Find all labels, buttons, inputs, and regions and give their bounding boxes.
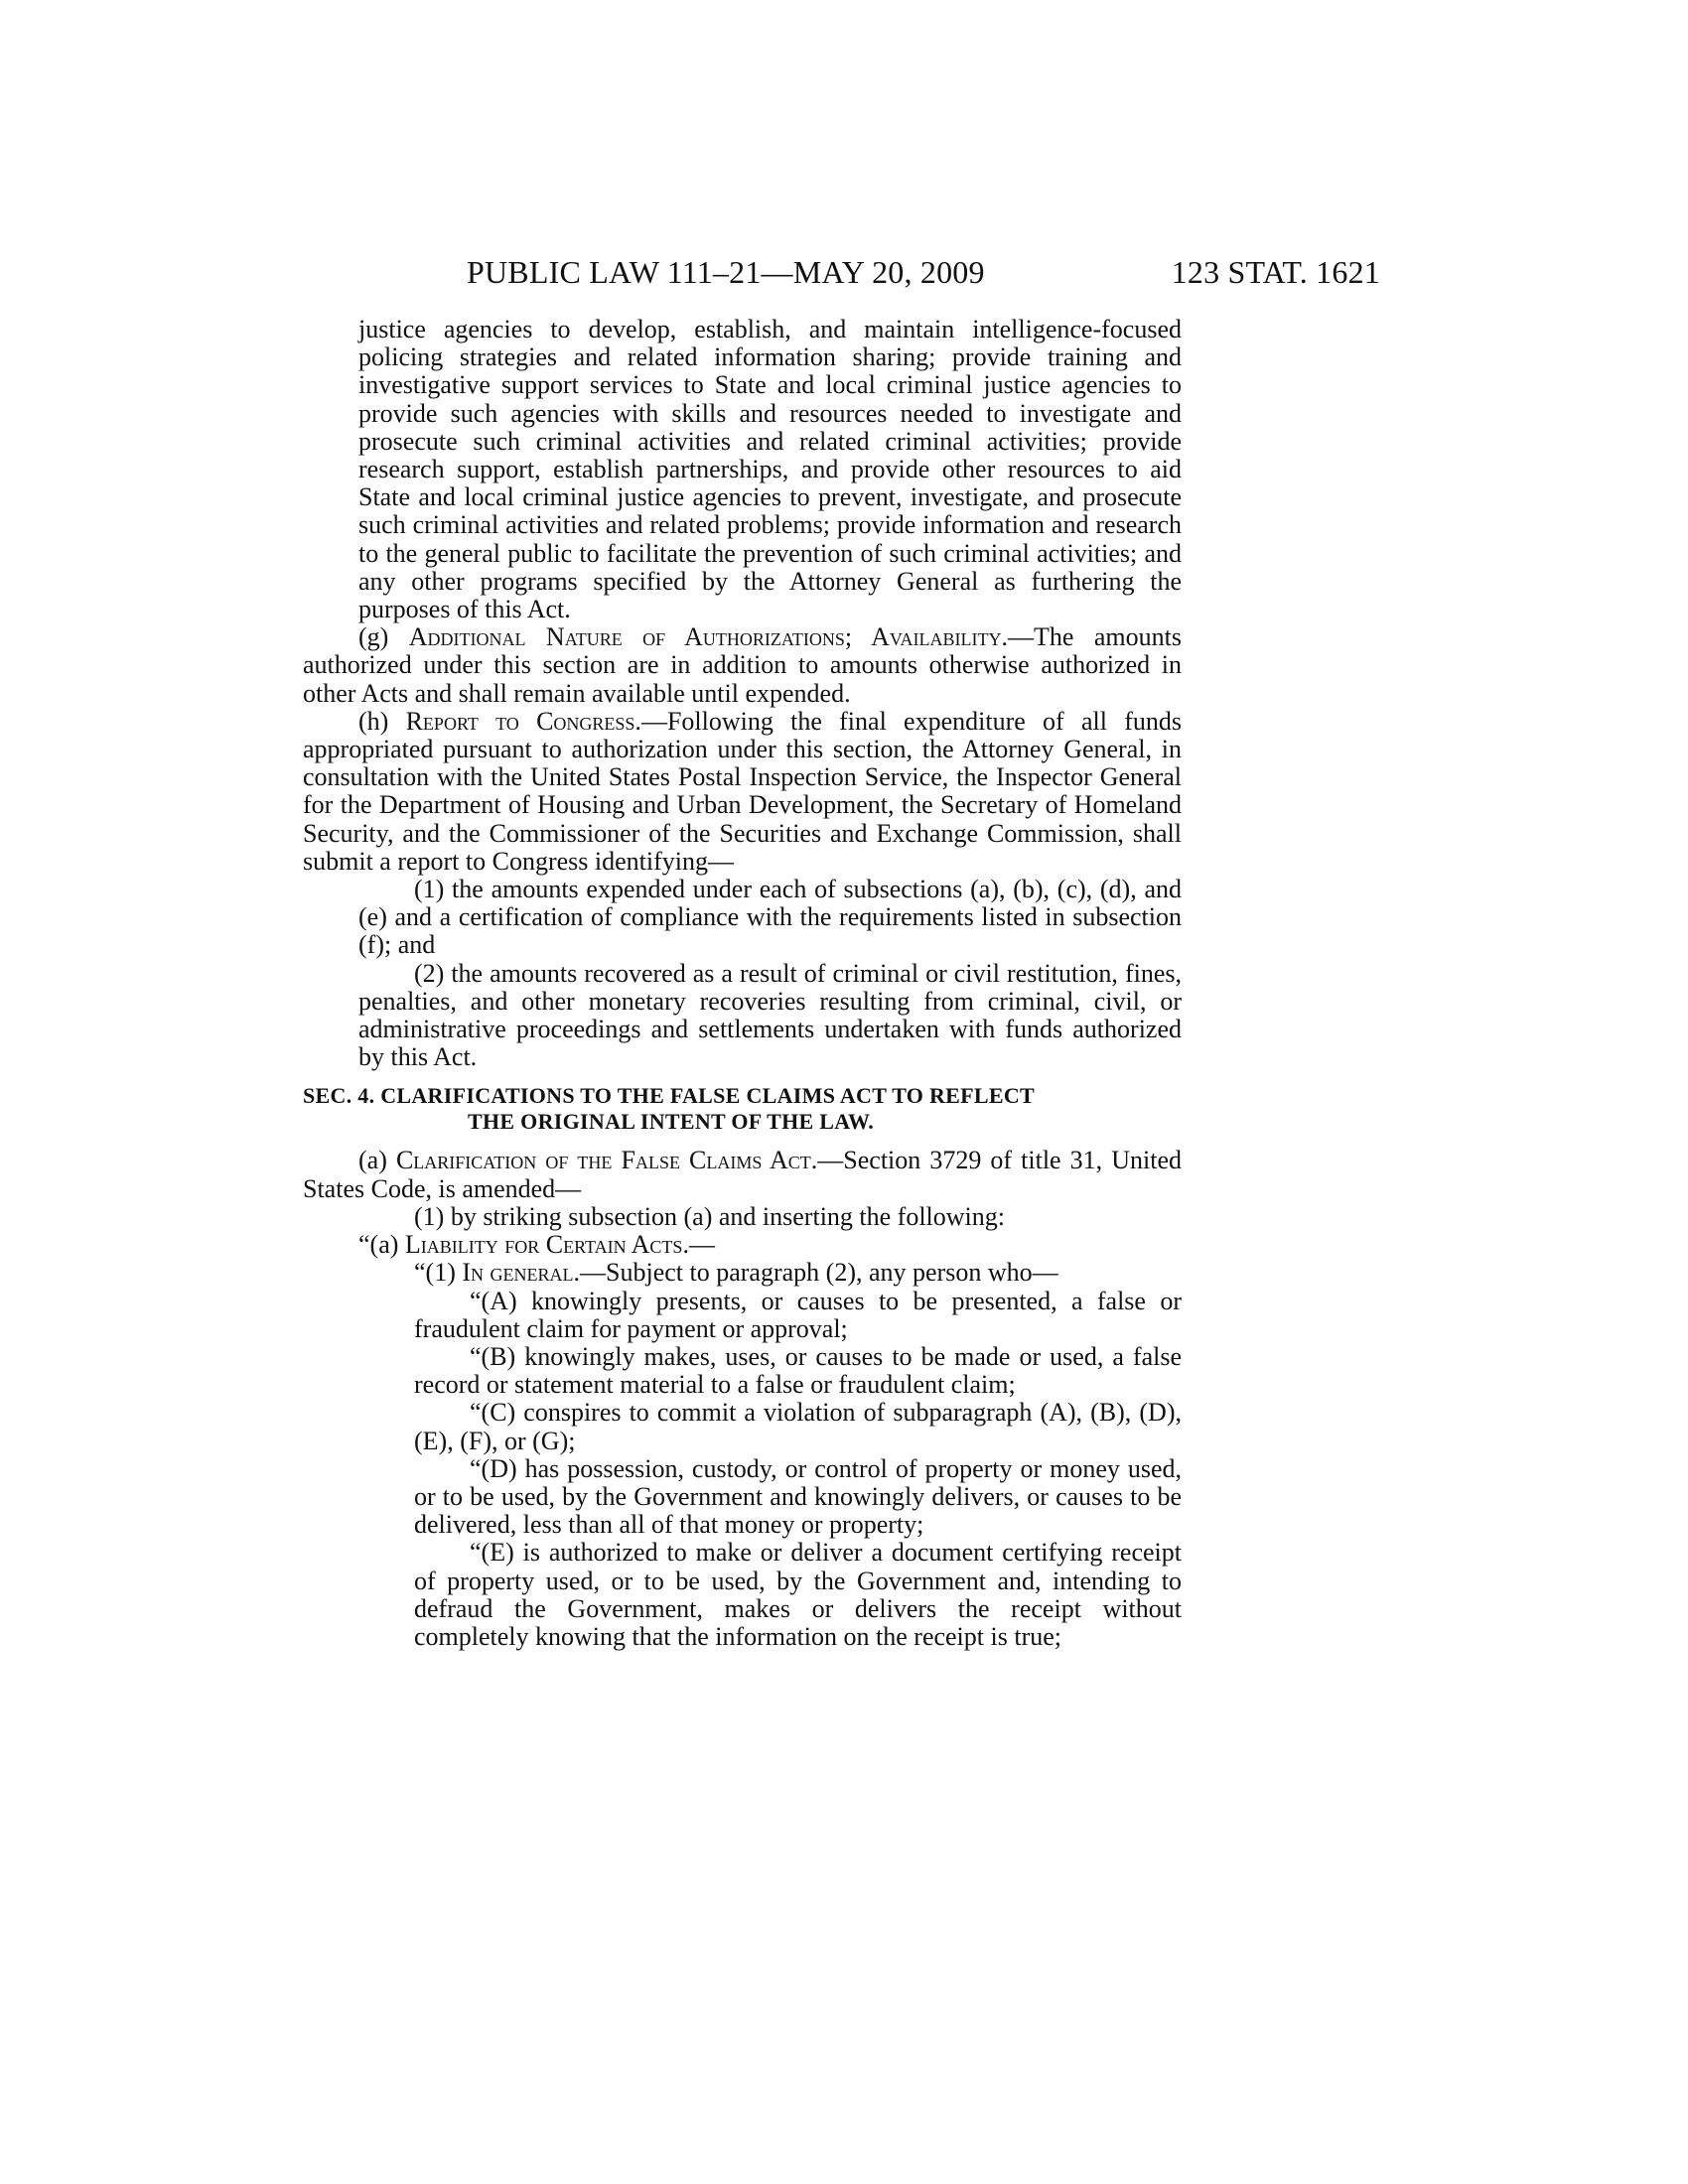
quoted-a-heading: Liability for Certain Acts. [404, 1230, 689, 1260]
subsection-h-label: (h) [358, 706, 406, 736]
paragraph-f-continuation: justice agencies to develop, establish, and maintain intelligence-focused policing strategies and related information sharing; provide training and investigative support services to State and local criminal justice agencies to provide such agencies with skills and resources needed to investigate and prosecute such criminal activities and related criminal activities; provide research support, establish partnerships, and provide other resources to aid State and local criminal justice agencies to prevent, investigate, and prosecute such criminal activities and related problems; provide information and research to the general public to facilitate the prevention of such criminal activities; and any other programs specified by the Attorney General as furthering the purposes of this Act. [358, 315, 1182, 624]
header-title: PUBLIC LAW 111–21—MAY 20, 2009 [467, 254, 985, 290]
subsection-h [303, 708, 1182, 876]
quoted-subparagraph-c: “(C) conspires to commit a violation of subparagraph (A), (B), (D), (E), (F), or (G); [414, 1398, 1182, 1455]
subsection-g-heading: Additional Nature of Authorizations; Availability. [408, 622, 1009, 652]
section-4-a-label: (a) [358, 1146, 396, 1175]
section-4-heading-line-2: THE ORIGINAL INTENT OF THE LAW. [468, 1109, 875, 1135]
quoted-a-label: “(a) [358, 1230, 405, 1260]
quoted-subparagraph-d: “(D) has possession, custody, or control of property or money used, or to be used, by the Government and knowingly delivers, or causes to be delivered, less than all of that money or property; [414, 1453, 1182, 1540]
document-body [303, 316, 1182, 1651]
quoted-subsection-a [303, 1231, 1182, 1259]
subsection-h-heading: Report to Congress. [405, 706, 641, 736]
quoted-subparagraph-a: “(A) knowingly presents, or causes to be presented, a false or fraudulent claim for payment or approval; [414, 1286, 1182, 1343]
subsection-g-label: (g) [358, 622, 409, 652]
quoted-subparagraph-b: “(B) knowingly makes, uses, or causes to be made or used, a false record or statement material to a false or fraudulent claim; [414, 1341, 1182, 1400]
quoted-1-label: “(1) [414, 1258, 463, 1288]
section-4-a-item-1: (1) by striking subsection (a) and inserting the following: [414, 1201, 1006, 1231]
subsection-h-item-2: (2) the amounts recovered as a result of criminal or civil restitution, fines, penalties, and other monetary recoveries resulting from criminal, civil, or administrative proceedings and settlements undertaken with funds authorized by this Act. [358, 958, 1182, 1072]
quoted-subparagraph-e: “(E) is authorized to make or deliver a document certifying receipt of property used, or to be used, by the Government and, intending to defraud the Government, makes or delivers the receipt without completely knowing that the information on the receipt is true; [414, 1538, 1182, 1651]
quoted-1-heading: In general. [462, 1258, 581, 1288]
subsection-g [303, 623, 1182, 708]
section-4-heading [303, 1083, 1182, 1135]
section-4-a-text: —Section 3729 of title 31, United States Code, is amended— [303, 1146, 1183, 1203]
quoted-1-text: —Subject to paragraph (2), any person who— [580, 1258, 1058, 1288]
section-4-subsection-a [303, 1147, 1182, 1202]
section-4-a-heading: Clarification of the False Claims Act. [395, 1146, 818, 1175]
header-stat-citation: 123 STAT. 1621 [1171, 254, 1380, 290]
subsection-h-item-1: (1) the amounts expended under each of subsections (a), (b), (c), (d), and (e) and a certification of compliance with the requirements listed in subsection (f); and [358, 875, 1182, 960]
subsection-g-text: —The amounts authorized under this section are in addition to amounts otherwise authorized in other Acts and shall remain available until expended. [303, 622, 1182, 708]
quoted-a-dash: — [688, 1230, 715, 1260]
quoted-paragraph-1 [303, 1259, 1182, 1287]
subsection-h-text: —Following the final expenditure of all funds appropriated pursuant to authorization under this section, the Attorney General, in consultation with the United States Postal Inspection Service, the Inspector General for the Department of Housing and Urban Development, the Secretary of Homeland Security, and the Commissioner of the Securities and Exchange Commission, shall submit a report to Congress identifying— [303, 706, 1183, 876]
section-4-heading-line-1: SEC. 4. CLARIFICATIONS TO THE FALSE CLAIMS ACT TO REFLECT [303, 1083, 1035, 1109]
running-header [467, 252, 1380, 292]
